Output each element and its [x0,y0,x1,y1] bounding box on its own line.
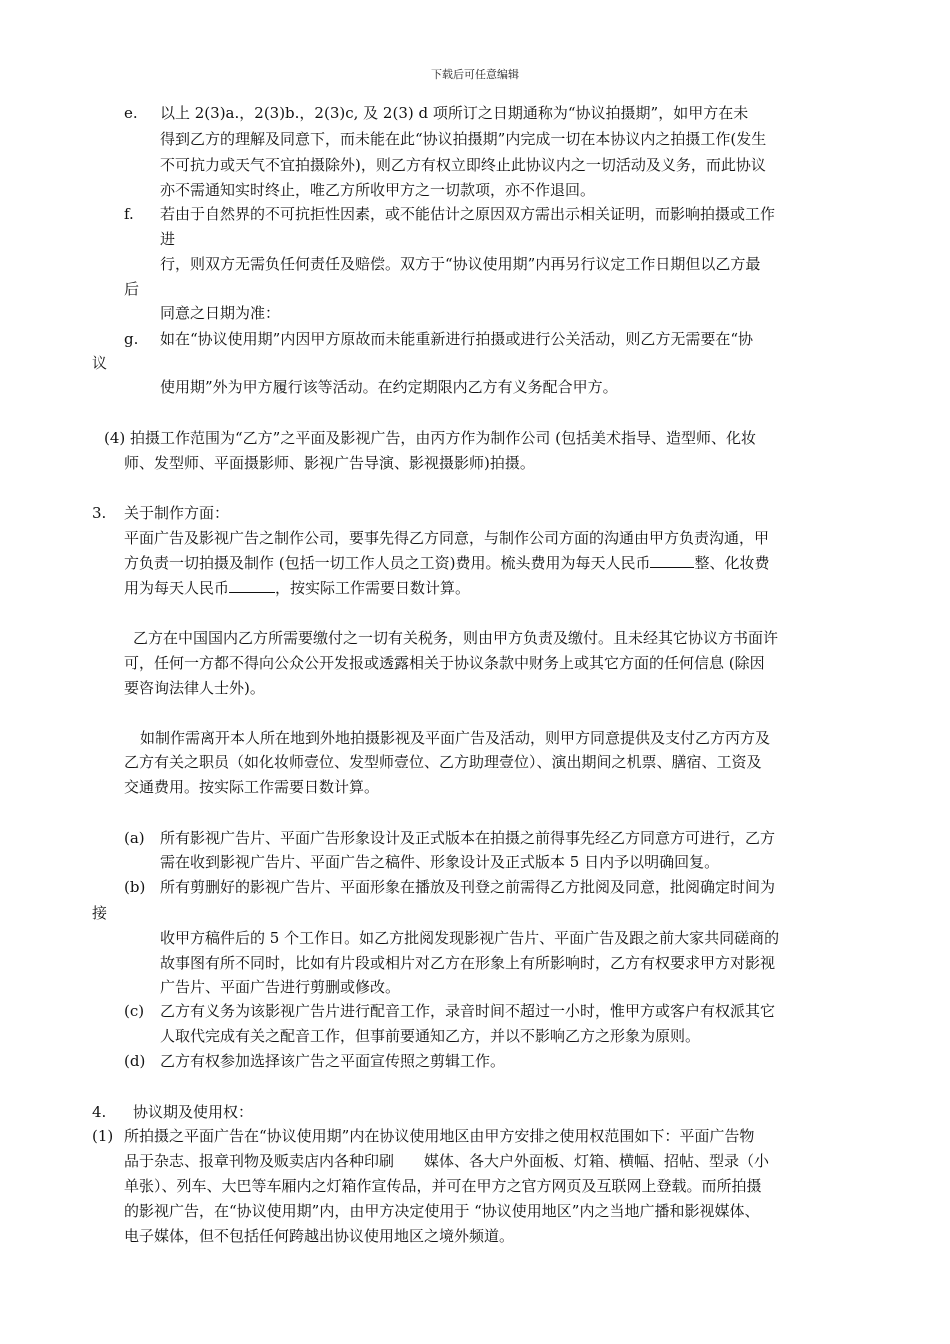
section-number: 3. [92,504,107,522]
text-line: 乙方在中国国内乙方所需要缴付之一切有关税务，则由甲方负责及缴付。且未经其它协议方书面许 [133,629,779,647]
text-line: 使用期”外为甲方履行该等活动。在约定期限内乙方有义务配合甲方。 [160,378,618,396]
text-line: 所有影视广告片、平面广告形象设计及正式版本在拍摄之前得事先经乙方同意方可进行，乙方 [160,829,776,847]
text-line: 需在收到影视广告片、平面广告之稿件、形象设计及正式版本 5 日内予以明确回复。 [160,853,720,871]
text-line: 乙方有权参加选择该广告之平面宣传照之剪辑工作。 [160,1052,506,1070]
item-b-label: (b) [124,878,146,896]
text-line: 收甲方稿件后的 5 个工作日。如乙方批阅发现影视广告片、平面广告及跟之前大家共同磋商的 [160,929,780,947]
text-line: 行，则双方无需负任何责任及赔偿。双方于“协议使用期”内再另行议定工作日期但以乙方最 [160,255,761,273]
text-line: 同意之日期为准： [160,304,281,322]
section-number: 4. [92,1103,107,1121]
text-line: 故事图有所不同时，比如有片段或相片对乙方在形象上有所影响时，乙方有权要求甲方对影视 [160,954,776,972]
item-f-label: f. [124,205,134,223]
text-line: (4) 拍摄工作范围为“乙方”之平面及影视广告，由丙方作为制作公司 (包括美术指导、造型师、化妆 [104,429,756,447]
text-segment: ，按实际工作需要日数计算。 [275,579,471,597]
page-header: 下载后可任意编辑 [431,68,519,81]
text-line: 单张）、列车、大巴等车厢内之灯箱作宣传品，并可在甲方之官方网页及互联网上登载。而所拍摄 [124,1177,762,1195]
fill-blank [229,578,275,593]
paragraph-number: (1) [92,1127,114,1145]
item-c-label: (c) [124,1002,145,1020]
text-line: 电子媒体，但不包括任何跨越出协议使用地区之境外频道。 [124,1227,515,1245]
text-line: 的影视广告，在“协议使用期”内，由甲方决定使用于 “协议使用地区”内之当地广播和影视媒体、 [124,1202,760,1220]
text-line: 人取代完成有关之配音工作，但事前要通知乙方，并以不影响乙方之形象为原则。 [160,1027,701,1045]
item-a-label: (a) [124,829,145,847]
text-line: 若由于自然界的不可抗拒性因素，或不能估计之原因双方需出示相关证明，而影响拍摄或工作 [160,205,776,223]
text-line: 师、发型师、平面摄影师、影视广告导演、影视摄影师)拍摄。 [124,454,535,472]
text-line: 品于杂志、报章刊物及贩卖店内各种印刷 媒体、各大户外面板、灯箱、横幅、招帖、型录（小 [124,1152,770,1170]
text-line: 所拍摄之平面广告在“协议使用期”内在协议使用地区由甲方安排之使用权范围如下：平面广告物 [124,1127,755,1145]
text-line: 亦不需通知实时终止，唯乙方所收甲方之一切款项，亦不作退回。 [160,181,596,199]
text-line: 可，任何一方都不得向公众公开发报或透露相关于协议条款中财务上或其它方面的任何信息 (除因 [124,654,765,672]
text-line: 接 [92,904,108,922]
text-segment: 用为每天人民币 [124,579,230,597]
text-segment: 方负责一切拍摄及制作 (包括一切工作人员之工资)费用。梳头费用为每天人民币 [124,554,651,572]
item-d-label: (d) [124,1052,146,1070]
text-line: 广告片、平面广告进行剪删或修改。 [160,978,401,996]
item-e-label: e. [124,104,138,122]
text-line: 进 [160,230,176,248]
text-line: 议 [92,354,108,372]
text-segment: 整、化妆费 [694,554,770,572]
text-line [124,553,770,573]
text-line: 所有剪删好的影视广告片、平面形象在播放及刊登之前需得乙方批阅及同意，批阅确定时间为 [160,878,776,896]
text-line: 要咨询法律人士外)。 [124,679,265,697]
text-line: 得到乙方的理解及同意下，而未能在此“协议拍摄期”内完成一切在本协议内之拍摄工作(发生 [160,130,767,148]
text-line: 乙方有义务为该影视广告片进行配音工作，录音时间不超过一小时，惟甲方或客户有权派其它 [160,1002,776,1020]
text-line [124,578,470,598]
text-line: 以上 2(3)a.，2(3)b.，2(3)c, 及 2(3) d 项所订之日期通称为“协议拍摄期”，如甲方在未 [160,104,749,122]
text-line: 如制作需离开本人所在地到外地拍摄影视及平面广告及活动，则甲方同意提供及支付乙方丙方及 [140,729,771,747]
text-line: 不可抗力或天气不宜拍摄除外)，则乙方有权立即终止此协议内之一切活动及义务，而此协议 [160,156,766,174]
text-line: 交通费用。按实际工作需要日数计算。 [124,778,380,796]
text-line: 后 [124,280,140,298]
text-line: 乙方有关之职员（如化妆师壹位、发型师壹位、乙方助理壹位）、演出期间之机票、膳宿、工资及 [124,753,762,771]
item-g-label: g. [124,330,139,348]
text-line: 平面广告及影视广告之制作公司，要事先得乙方同意，与制作公司方面的沟通由甲方负责沟通，甲 [124,529,770,547]
section-title: 协议期及使用权： [133,1103,254,1121]
section-title: 关于制作方面： [124,504,230,522]
text-line: 如在“协议使用期”内因甲方原故而未能重新进行拍摄或进行公关活动，则乙方无需要在“协 [160,330,754,348]
fill-blank [650,553,694,568]
